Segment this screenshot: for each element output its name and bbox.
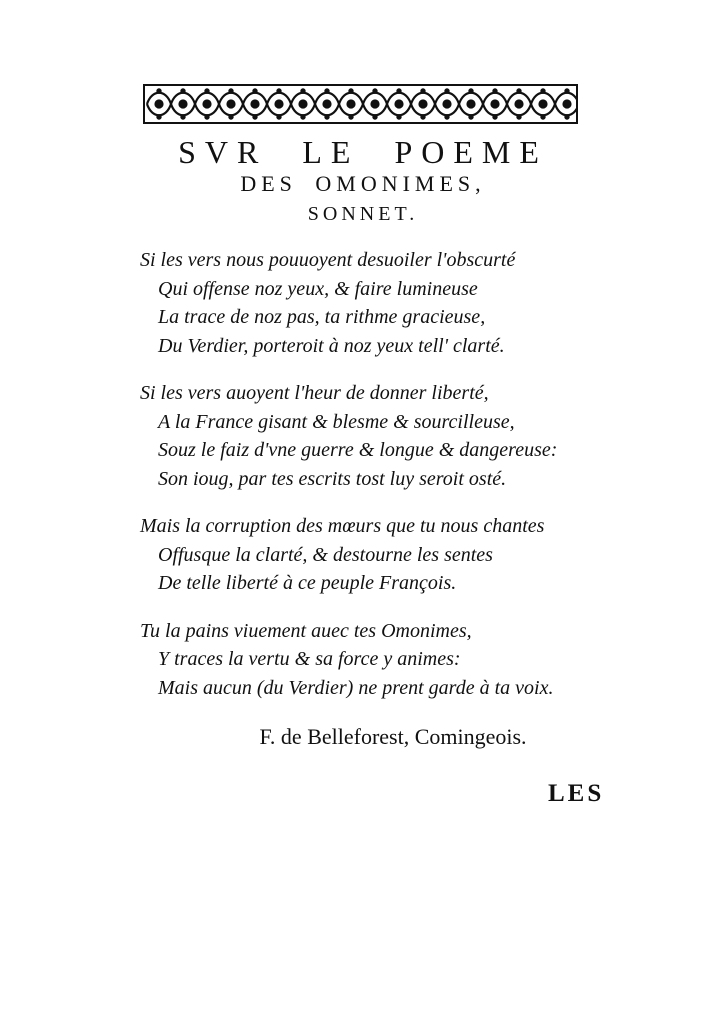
stanza-4 <box>140 617 610 703</box>
verse-line: Tu la pains viuement auec tes Omonimes, <box>140 619 472 642</box>
sonnet-body <box>140 246 610 721</box>
verse-line: Du Verdier, porteroit à noz yeux tell' clarté. <box>158 334 505 357</box>
stanza-1 <box>140 246 610 360</box>
page-title: SVR LE POEME <box>178 134 548 170</box>
catchword: LES <box>548 780 605 807</box>
verse-line: Mais aucun (du Verdier) ne prent garde à ta voix. <box>158 676 554 699</box>
stanza-3 <box>140 512 610 598</box>
verse-line: De telle liberté à ce peuple François. <box>158 572 457 594</box>
poem-form-label: SONNET. <box>307 203 419 225</box>
verse-line: Y traces la vertu & sa force y animes: <box>158 648 461 670</box>
verse-line: A la France gisant & blesme & sourcilleuse, <box>158 410 515 433</box>
verse-line: La trace de noz pas, ta rithme gracieuse, <box>158 306 486 328</box>
verse-line: Si les vers auoyent l'heur de donner liberté, <box>140 382 489 404</box>
page-subtitle: DES OMONIMES, <box>240 171 486 196</box>
ornament-band-icon <box>143 83 578 125</box>
verse-line: Son ioug, par tes escrits tost luy seroit osté. <box>158 467 507 490</box>
verse-line: Souz le faiz d'vne guerre & longue & dangereuse: <box>158 439 558 461</box>
verse-line: Qui offense noz yeux, & faire lumineuse <box>158 277 478 300</box>
signature: F. de Belleforest, Comingeois. <box>259 724 527 749</box>
verse-line: Mais la corruption des mœurs que tu nous chantes <box>140 515 545 537</box>
verse-line: Offusque la clarté, & destourne les sentes <box>158 543 493 566</box>
verse-line: Si les vers nous pouuoyent desuoiler l'obscurté <box>140 249 516 271</box>
stanza-2 <box>140 379 610 493</box>
